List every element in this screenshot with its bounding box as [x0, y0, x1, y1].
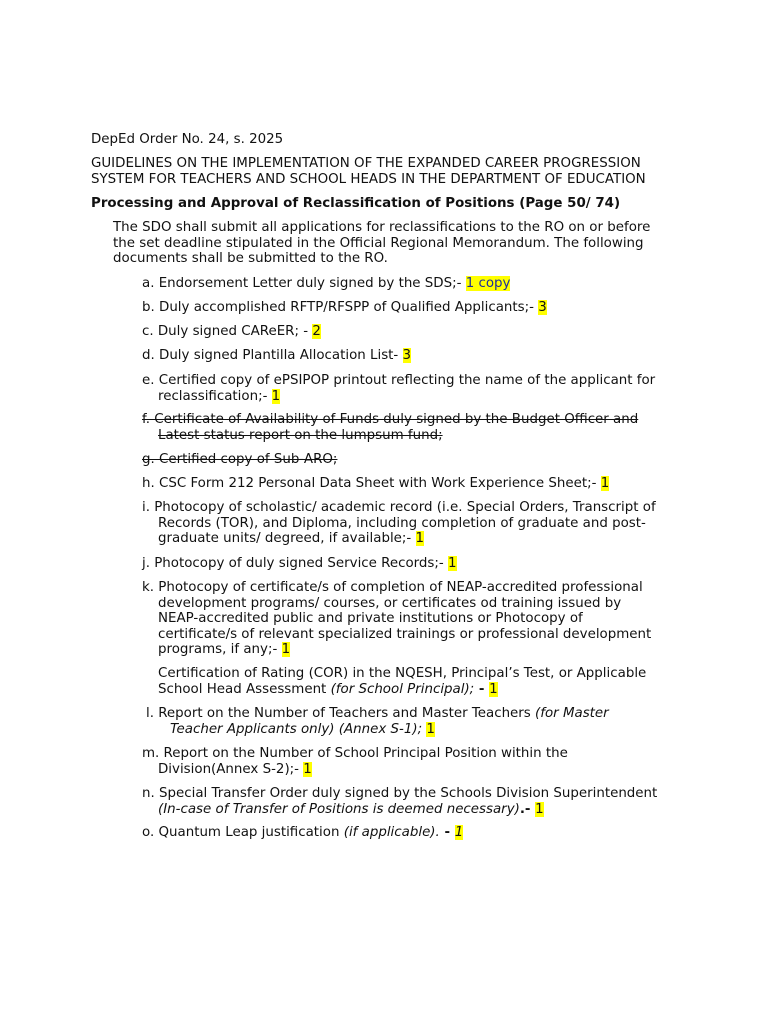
copy-count-badge: 1 copy: [465, 276, 511, 291]
item-text: a. Endorsement Letter duly signed by the SDS;-: [142, 276, 466, 291]
intro-paragraph: [113, 220, 713, 267]
list-item-o: [142, 825, 702, 841]
item-text: Certification of Rating (COR) in the NQESH, Principal’s Test, or Applicable: [158, 666, 647, 681]
item-text: k. Photocopy of certificate/s of completion of NEAP-accredited professional: [142, 580, 643, 595]
section-title: Processing and Approval of Reclassification of Positions (Page 50/ 74): [91, 196, 621, 211]
item-note: Teacher Applicants only) (Annex S-1);: [170, 721, 423, 737]
guidelines-title: [91, 156, 731, 187]
list-item-d: [142, 348, 702, 364]
list-item-l: [146, 706, 706, 737]
item-text: development programs/ courses, or certificates od training issued by: [158, 595, 622, 611]
copy-count-badge: 1: [415, 531, 425, 546]
list-item-j: [142, 556, 702, 572]
item-text: programs, if any;-: [158, 642, 282, 657]
copy-count-badge: 1: [271, 388, 281, 404]
item-note: (for School Principal);: [330, 681, 475, 697]
intro-line: the set deadline stipulated in the Official Regional Memorandum. The following: [113, 235, 644, 251]
copy-count-badge: 3: [402, 348, 412, 363]
item-note: (for Master: [535, 706, 609, 721]
list-item-cor: [142, 666, 702, 697]
item-text: Records (TOR), and Diploma, including completion of graduate and post-: [158, 515, 646, 531]
intro-line: The SDO shall submit all applications for reclassifications to the RO on or before: [113, 220, 651, 235]
copy-count-badge: 2: [312, 324, 321, 339]
guidelines-title-line: GUIDELINES ON THE IMPLEMENTATION OF THE EXPANDED CAREER PROGRESSION: [91, 156, 641, 171]
copy-count-badge: 1: [447, 556, 457, 571]
item-text: c. Duly signed CAReER; -: [142, 324, 313, 339]
item-dash: -: [439, 825, 455, 840]
list-item-a: [142, 276, 702, 292]
item-text: Latest status report on the lumpsum fund;: [158, 427, 443, 443]
copy-count-badge: 1: [600, 476, 610, 491]
item-text: e. Certified copy of ePSIPOP printout reflecting the name of the applicant for: [142, 373, 656, 388]
item-text: g. Certified copy of Sub-ARO;: [142, 452, 338, 467]
item-dash: .-: [519, 801, 536, 817]
item-text: m. Report on the Number of School Principal Position within the: [142, 746, 568, 761]
item-text: Division(Annex S-2);-: [158, 761, 304, 777]
item-text: NEAP-accredited public and private institutions or Photocopy of: [158, 611, 583, 626]
copy-count-badge: 1: [426, 721, 435, 737]
item-text: graduate units/ degreed, if available;-: [158, 531, 416, 546]
order-number: DepEd Order No. 24, s. 2025: [91, 132, 284, 147]
copy-count-badge: 1: [454, 825, 464, 840]
list-item-b: [142, 300, 702, 316]
item-dash: -: [474, 681, 490, 697]
item-text: reclassification;-: [158, 388, 272, 404]
item-text: o. Quantum Leap justification: [142, 825, 344, 840]
item-note: (if applicable).: [343, 825, 440, 840]
list-item-k: [142, 580, 702, 658]
list-item-n: [142, 786, 702, 817]
item-text: School Head Assessment: [158, 681, 331, 697]
copy-count-badge: 1: [303, 761, 312, 777]
guidelines-title-line: SYSTEM FOR TEACHERS AND SCHOOL HEADS IN THE DEPARTMENT OF EDUCATION: [91, 171, 646, 187]
item-text: n. Special Transfer Order duly signed by the Schools Division Superintendent: [142, 786, 658, 801]
copy-count-badge: 1: [489, 681, 498, 697]
list-item-m: [142, 746, 702, 777]
item-text: b. Duly accomplished RFTP/RFSPP of Qualified Applicants;-: [142, 300, 539, 315]
list-item-c: [142, 324, 702, 340]
item-text: certificate/s of relevant specialized trainings or professional development: [158, 626, 652, 642]
list-item-g: [142, 452, 702, 468]
list-item-h: [142, 476, 702, 492]
item-note: (In-case of Transfer of Positions is deemed necessary): [158, 801, 520, 817]
list-item-f: [142, 412, 702, 443]
list-item-e: [142, 373, 702, 404]
copy-count-badge: 1: [281, 642, 291, 657]
item-text: d. Duly signed Plantilla Allocation List-: [142, 348, 403, 363]
intro-line: documents shall be submitted to the RO.: [113, 251, 388, 266]
item-text: h. CSC Form 212 Personal Data Sheet with Work Experience Sheet;-: [142, 476, 601, 491]
copy-count-badge: 1: [535, 801, 544, 817]
item-text: f. Certificate of Availability of Funds duly signed by the Budget Officer and: [142, 412, 639, 427]
item-text: l. Report on the Number of Teachers and Master Teachers: [146, 706, 536, 721]
copy-count-badge: 3: [538, 300, 547, 315]
list-item-i: [142, 500, 702, 547]
item-text: i. Photocopy of scholastic/ academic record (i.e. Special Orders, Transcript of: [142, 500, 656, 515]
item-text: j. Photocopy of duly signed Service Records;-: [142, 556, 448, 571]
